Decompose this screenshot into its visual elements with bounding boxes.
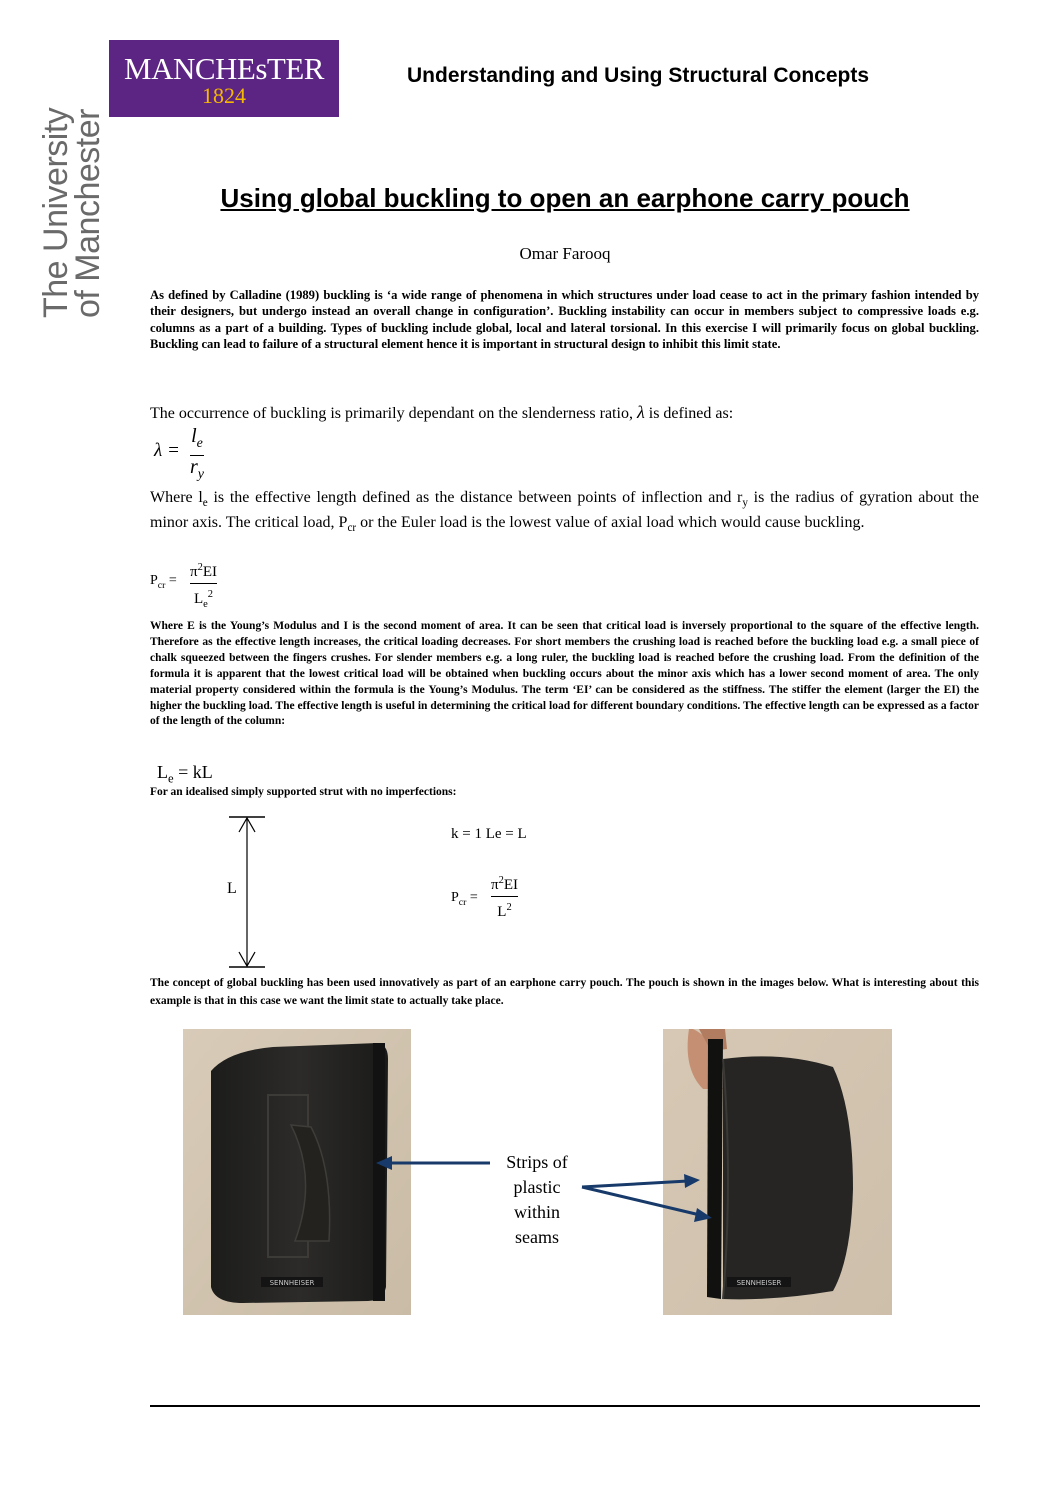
eq1-fraction [190, 425, 204, 486]
lambda-symbol: λ [636, 402, 645, 422]
eq1-numerator [191, 425, 203, 455]
where-t1: Where l [150, 489, 203, 506]
eq3-denominator [497, 897, 511, 923]
eq1-den-sub: y [197, 467, 205, 482]
slenderness-text-b: is defined as: [648, 405, 734, 422]
logo-wordmark: MANCHEsTER [124, 51, 324, 86]
intro-paragraph: As defined by Calladine (1989) buckling is ‘a wide range of phenomena in which structures under load cease to act in the primary fashion intended by their designers, but undergo instead an overall change in configuration’. Buckling instability can occur in members subject to compressive loads e.g. columns as a part of a building. Types of buckling include global, local and lateral torsional. In this exercise I will primarily focus on global buckling. Buckling can lead to failure of a structural element hence it is important in structural design to inhibit this limit state. [150, 288, 979, 352]
pouch1-brand-label: SENNHEISER [269, 1279, 315, 1287]
caption-line-2: plastic [513, 1177, 561, 1197]
arrow-right-upper-line [582, 1181, 688, 1187]
caption-line-1: Strips of [506, 1152, 568, 1172]
eq3-ei: EI [503, 877, 518, 893]
eq2-denominator [194, 584, 213, 616]
page-header: Understanding and Using Structural Concepts [407, 64, 870, 87]
eq2-pi-sup: 2 [197, 562, 203, 573]
leq-sub: e [168, 771, 174, 786]
slenderness-sentence [150, 402, 733, 423]
photo-caption [480, 1150, 594, 1250]
pouch2-brand-label: SENNHEISER [736, 1279, 782, 1287]
eq3-equals: = [466, 890, 478, 905]
eq1-num-l: l [191, 425, 197, 447]
where-s3: cr [347, 522, 357, 535]
where-s2: y [742, 497, 748, 510]
leq-rest: = kL [173, 762, 213, 782]
eq2-ei: EI [202, 564, 217, 580]
eq2-numerator [190, 557, 217, 583]
idealised-strut-note: For an idealised simply supported strut with no imperfections: [150, 786, 457, 798]
where-t4: or the Euler load is the lowest value of axial load which would cause buckling. [356, 514, 865, 532]
eq2-lhs [150, 573, 177, 591]
university-logo [109, 40, 339, 117]
k-value-text: k = 1 Le = L [451, 826, 527, 842]
eq3-l-sup: 2 [506, 902, 512, 913]
eq3-pi-sup: 2 [498, 875, 504, 886]
eq3-l: L [497, 904, 507, 920]
eq3-p-sub: cr [458, 896, 467, 908]
eq2-l-sup: 2 [207, 589, 214, 600]
eq3-p: P [451, 890, 459, 905]
footer-divider [150, 1405, 980, 1407]
where-paragraph [150, 488, 979, 538]
eq2-equals: = [165, 573, 177, 588]
eq2-p: P [150, 573, 158, 588]
eq2-fraction [190, 557, 217, 616]
eq3-numerator [491, 870, 518, 896]
eq3-pi: π [491, 877, 499, 893]
logo-year: 1824 [202, 83, 246, 108]
eq2-pi: π [190, 564, 198, 580]
eq3-lhs [451, 890, 478, 908]
where-t2: is the effective length defined as the distance between points of inflection and r [207, 489, 743, 506]
author: Omar Farooq [519, 244, 611, 263]
side-line-2: of Manchester [69, 109, 107, 318]
concept-paragraph: The concept of global buckling has been used innovatively as part of an earphone carry pouch. The pouch is shown in the images below. What is interesting about this example is that in this case we want the limit state to actually take place. [150, 977, 979, 1007]
eq1-den-r: r [190, 456, 198, 478]
effective-length-equation [157, 762, 213, 787]
arrow-right-lower-icon [694, 1208, 712, 1222]
arrow-right-upper-icon [684, 1174, 700, 1188]
eq2-p-sub: cr [157, 579, 166, 591]
arrow-right-lower-line [582, 1187, 700, 1215]
eq3-fraction [491, 870, 518, 923]
strut-length-label: L [227, 880, 237, 897]
eq1-lhs: λ = [154, 440, 180, 461]
eq2-l: L [193, 591, 204, 607]
page-title: Using global buckling to open an earphone carry pouch [220, 183, 910, 213]
where-t3: is the radius of gyration about the minor axis. The critical load, P [150, 489, 980, 532]
caption-line-3: within [513, 1202, 560, 1222]
eq1-num-sub: e [196, 436, 203, 451]
side-university-name [37, 107, 107, 318]
side-line-1: The University [37, 107, 75, 318]
slenderness-text-a: The occurrence of buckling is primarily dependant on the slenderness ratio, [150, 405, 633, 422]
critical-load-paragraph: Where E is the Young’s Modulus and I is the second moment of area. It can be seen that critical load is inversely proportional to the square of the effective length. Therefore as the effective length increases, the critical loading decreases. For short members the crushing load is reached before the buckling load e.g. a small piece of chalk squeezed between the fingers crushes. For slender members e.g. a long ruler, the buckling load is reached before the crushing load. From the definition of the formula it is apparent that the lowest critical load will be obtained when buckling occurs about the minor axis which has a lower second moment of area. The only material property considered within the formula is the Young’s Modulus. The term ‘EI’ can be considered as the stiffness. The stiffer the element (larger the EI) the higher the buckling load. The effective length is useful in determining the critical load for different boundary conditions. The effective length can be expressed as a factor of the length of the column: [150, 620, 979, 728]
arrow-left-icon [376, 1156, 392, 1170]
caption-line-4: seams [515, 1227, 559, 1247]
eq2-l-sub: e [203, 599, 208, 610]
where-s1: e [202, 497, 208, 510]
eq1-denominator [190, 456, 204, 486]
leq-l: L [157, 762, 168, 782]
